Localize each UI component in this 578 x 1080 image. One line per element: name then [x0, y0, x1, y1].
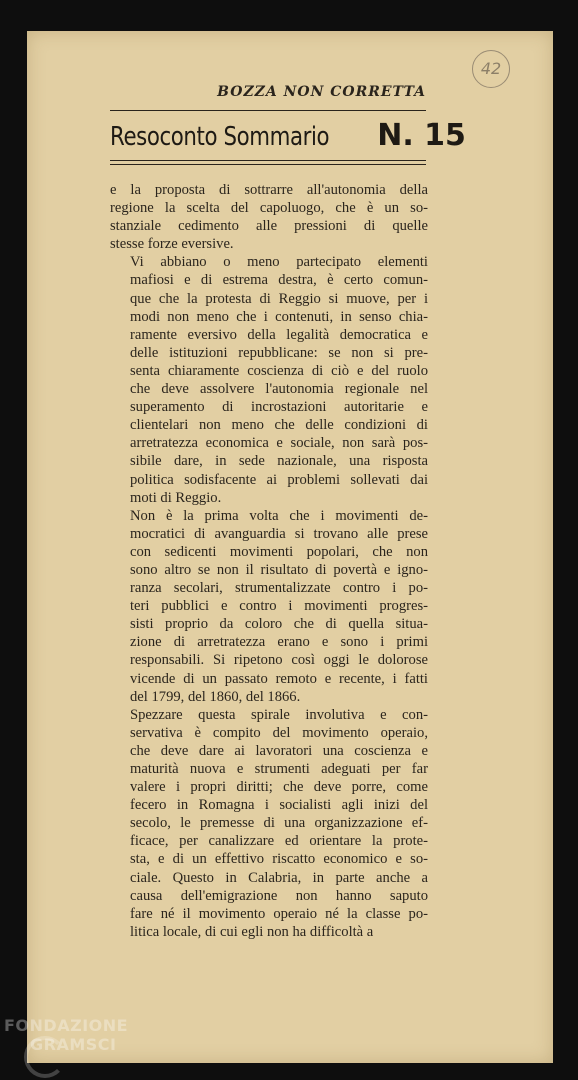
- text-line: vicende di un passato remoto e recente, i fatti: [130, 670, 428, 687]
- text-line: con sedicenti movimenti popolari, che non: [130, 543, 428, 560]
- document-title: [110, 118, 466, 153]
- text-line: litica locale, di cui egli non ha difficoltà a: [130, 923, 374, 940]
- header-rule-bottom-thin: [110, 164, 426, 165]
- text-line: regione la scelta del capoluogo, che è un so-: [110, 200, 428, 217]
- text-line: stesse forze eversive.: [110, 236, 234, 253]
- text-line: senta chiaramente coscienza di ciò e del ruolo: [130, 362, 428, 379]
- text-line: clientelari non meno che delle condizioni di: [130, 417, 428, 434]
- text-line: valere i propri diritti; che deve porre, come: [130, 779, 428, 796]
- text-line: teri pubblici e contro i movimenti progres-: [130, 598, 428, 615]
- paragraph: [110, 706, 428, 941]
- text-line: ranza secolari, strumentalizzate contro i po-: [130, 580, 428, 597]
- text-line: stanziale cedimento alle pressioni di quelle: [110, 218, 428, 235]
- text-line: sono altro se non il risultato di povertà e igno-: [130, 561, 428, 578]
- text-line: sta, e di un effettivo riscatto economico e so-: [130, 851, 428, 868]
- text-line: ciale. Questo in Calabria, in parte anche a: [130, 869, 428, 886]
- text-line: servativa è compito del movimento operaio,: [130, 724, 428, 741]
- text-line: moti di Reggio.: [130, 489, 222, 506]
- text-line: arretratezza economica e sociale, non sarà pos-: [130, 435, 428, 452]
- text-line: responsabili. Si ripetono così oggi le dolorose: [130, 652, 428, 669]
- paragraph: [110, 181, 428, 253]
- text-line: modi non meno che i contenuti, in senso chia-: [130, 308, 428, 325]
- text-line: Spezzare questa spirale involutiva e con-: [130, 706, 428, 723]
- body-text: [110, 181, 428, 941]
- handwritten-page-number: 42: [472, 50, 510, 88]
- text-line: ramente eversivo della legalità democratica e: [130, 326, 428, 343]
- text-line: zione di arretratezza erano e sono i primi: [130, 634, 428, 651]
- text-line: mafiosi e di estrema destra, è certo comun-: [130, 272, 428, 289]
- text-line: che deve assolvere l'autonomia regionale nel: [130, 381, 428, 398]
- text-line: superamento di incrostazioni autoritarie e: [130, 399, 428, 416]
- text-line: ficace, per canalizzare ed orientare la prote-: [130, 833, 428, 850]
- paragraph: [110, 507, 428, 706]
- text-line: causa dell'emigrazione non hanno saputo: [130, 887, 428, 904]
- watermark: [4, 1016, 128, 1054]
- header-rule-top: [110, 110, 426, 111]
- text-line: secolo, le premesse di una organizzazione ef-: [130, 815, 428, 832]
- paragraph: [110, 253, 428, 506]
- watermark-line-2: GRAMSCI: [30, 1035, 117, 1054]
- title-text: Resoconto Sommario: [110, 122, 330, 152]
- text-line: e la proposta di sottrarre all'autonomia della: [110, 182, 428, 198]
- text-line: fare né il movimento operaio né la classe po-: [130, 905, 428, 922]
- text-line: Vi abbiano o meno partecipato elementi: [130, 254, 428, 271]
- text-line: maturità nuova e strumenti adeguati per far: [130, 761, 428, 777]
- text-line: fecero in Romagna i socialisti agli inizi del: [130, 797, 428, 814]
- text-line: sisti proprio da coloro che di quella situa-: [130, 616, 428, 633]
- header-rule-bottom: [110, 160, 426, 161]
- text-line: delle istituzioni repubblicane: se non si pre-: [130, 344, 428, 361]
- text-line: sibile dare, in sede nazionale, una risposta: [130, 453, 428, 470]
- text-line: del 1799, del 1860, del 1866.: [130, 688, 301, 705]
- draft-stamp: BOZZA NON CORRETTA: [217, 84, 426, 100]
- issue-number: N. 15: [377, 118, 466, 153]
- text-line: que che la protesta di Reggio si muove, per i: [130, 290, 428, 307]
- text-line: politica sodisfacente ai problemi sollevati dai: [130, 471, 428, 488]
- text-line: mocratici di avanguardia si trovano alle prese: [130, 525, 428, 542]
- text-line: che deve dare ai lavoratori una coscienza e: [130, 742, 428, 759]
- text-line: Non è la prima volta che i movimenti de-: [130, 507, 428, 524]
- watermark-line-1: FONDAZIONE: [4, 1016, 129, 1035]
